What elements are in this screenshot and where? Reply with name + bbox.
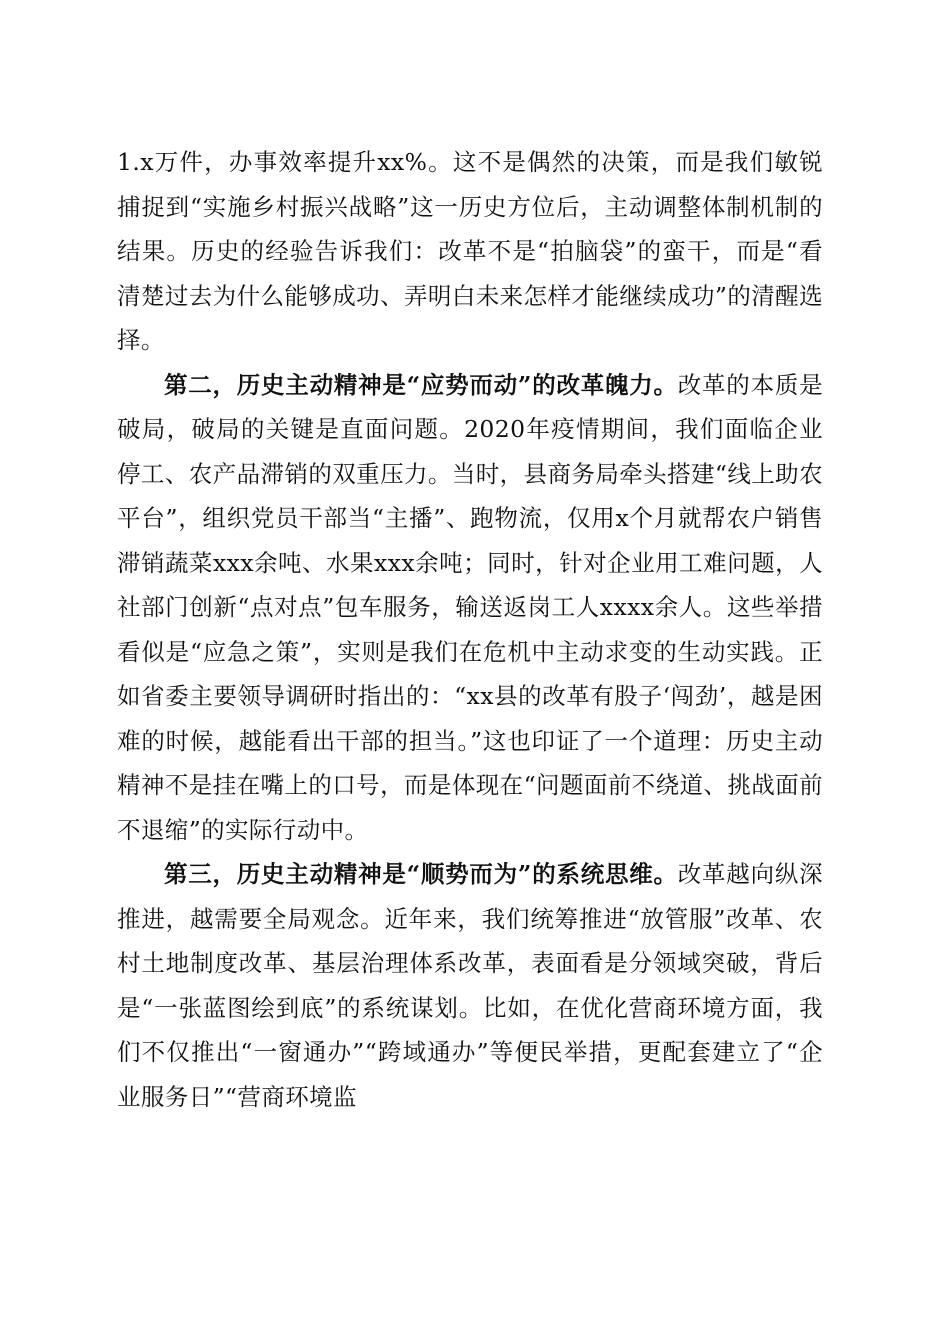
- paragraph-1-text: 1.x万件，办事效率提升xx%。这不是偶然的决策，而是我们敏锐捕捉到“实施乡村振兴战略”这一历史方位后，主动调整体制机制的结果。历史的经验告诉我们：改革不是“拍脑袋”的蛮干，而是“看清楚过去为什么能够成功、弄明白未来怎样才能继续成功”的清醒选择。: [117, 148, 823, 354]
- paragraph-2-text: 改革的本质是破局，破局的关键是直面问题。2020年疫情期间，我们面临企业停工、农产品滞销的双重压力。当时，县商务局牵头搭建“线上助农平台”，组织党员干部当“主播”、跑物流，仅用x个月就帮农户销售滞销蔬菜xxx余吨、水果xxx余吨；同时，针对企业用工难问题，人社部门创新“点对点”包车服务，输送返岗工人xxxx余人。这些举措看似是“应急之策”，实则是我们在危机中主动求变的生动实践。正如省委主要领导调研时指出的：“xx县的改革有股子‘闯劲’，越是困难的时候，越能看出干部的担当。”这也印证了一个道理：历史主动精神不是挂在嘴上的口号，而是体现在“问题面前不绕道、挑战面前不退缩”的实际行动中。: [117, 370, 823, 844]
- paragraph-2-lead: 第二，历史主动精神是“应势而动”的改革魄力。: [164, 370, 678, 399]
- paragraph-2: [117, 363, 823, 853]
- paragraph-1: [117, 140, 823, 363]
- document-body: [117, 140, 823, 1119]
- paragraph-3: [117, 852, 823, 1119]
- paragraph-3-lead: 第三，历史主动精神是“顺势而为”的系统思维。: [164, 860, 678, 888]
- paragraph-3-text: 改革越向纵深推进，越需要全局观念。近年来，我们统筹推进“放管服”改革、农村土地制度改革、基层治理体系改革，表面看是分领域突破，背后是“一张蓝图绘到底”的系统谋划。比如，在优化营商环境方面，我们不仅推出“一窗通办”“跨域通办”等便民举措，更配套建立了“企业服务日”“营商环境监: [117, 860, 823, 1111]
